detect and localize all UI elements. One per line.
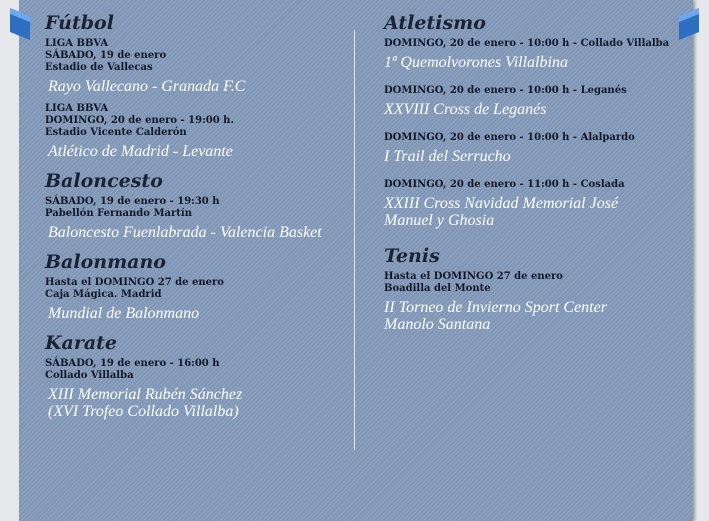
sport-section bbox=[45, 249, 345, 322]
event-item bbox=[384, 132, 684, 165]
event-title: 1ª Quemolvorones Villalbina bbox=[384, 54, 568, 71]
event-title: Mundial de Balonmano bbox=[48, 305, 200, 322]
event-meta-line: Boadilla del Monte bbox=[384, 283, 491, 294]
event-meta-line: Hasta el DOMINGO 27 de enero bbox=[45, 277, 224, 288]
event-item bbox=[45, 103, 345, 160]
column-divider bbox=[354, 30, 355, 450]
event-meta-line: Estadio Vicente Calderón bbox=[45, 127, 187, 138]
event-item bbox=[45, 196, 345, 241]
event-title: I Trail del Serrucho bbox=[384, 148, 511, 165]
event-meta-line: DOMINGO, 20 de enero - 10:00 h - Alalpardo bbox=[384, 132, 635, 143]
event-title: Baloncesto Fuenlabrada - Valencia Basket bbox=[48, 224, 322, 241]
sport-section bbox=[384, 243, 684, 333]
event-meta-line: DOMINGO, 20 de enero - 19:00 h. bbox=[45, 115, 234, 126]
sport-section bbox=[45, 10, 345, 160]
event-item bbox=[384, 271, 684, 333]
event-meta-line: SÁBADO, 19 de enero - 19:30 h bbox=[45, 196, 220, 207]
sport-section bbox=[45, 168, 345, 241]
event-meta-line: SÁBADO, 19 de enero bbox=[45, 50, 167, 61]
left-column bbox=[45, 10, 345, 428]
sport-section bbox=[45, 330, 345, 420]
event-meta-line: DOMINGO, 20 de enero - 10:00 h - Collado Villalba bbox=[384, 38, 670, 49]
sport-section bbox=[384, 10, 684, 229]
right-column bbox=[384, 10, 684, 347]
event-meta-line: DOMINGO, 20 de enero - 11:00 h - Coslada bbox=[384, 179, 625, 190]
event-meta-line: Caja Mágica. Madrid bbox=[45, 289, 162, 300]
event-meta-line: Hasta el DOMINGO 27 de enero bbox=[384, 271, 563, 282]
event-item bbox=[45, 38, 345, 95]
event-item bbox=[384, 85, 684, 118]
event-meta-line: LIGA BBVA bbox=[45, 38, 109, 49]
event-title: II Torneo de Invierno Sport Center Manolo Santana bbox=[384, 299, 607, 333]
event-title: XXVIII Cross de Leganés bbox=[384, 101, 547, 118]
folded-corner-icon bbox=[10, 8, 30, 40]
event-meta-line: DOMINGO, 20 de enero - 10:00 h - Leganés bbox=[384, 85, 627, 96]
event-item bbox=[384, 38, 684, 71]
event-meta-line: Estadio de Vallecas bbox=[45, 62, 153, 73]
event-item bbox=[45, 277, 345, 322]
sport-heading: Balonmano bbox=[45, 251, 166, 273]
event-meta-line: LIGA BBVA bbox=[45, 103, 109, 114]
event-title: XIII Memorial Rubén Sánchez (XVI Trofeo Collado Villalba) bbox=[48, 386, 243, 420]
event-meta-line: Pabellón Fernando Martín bbox=[45, 208, 192, 219]
event-title: Rayo Vallecano - Granada F.C bbox=[48, 78, 246, 95]
event-item bbox=[45, 358, 345, 420]
sport-heading: Tenis bbox=[384, 245, 440, 267]
sport-heading: Fútbol bbox=[45, 12, 114, 34]
event-title: XXIII Cross Navidad Memorial José Manuel y Ghosia bbox=[384, 195, 619, 229]
event-meta-line: Collado Villalba bbox=[45, 370, 134, 381]
sport-heading: Atletismo bbox=[384, 12, 486, 34]
event-meta-line: SÁBADO, 19 de enero - 16:00 h bbox=[45, 358, 220, 369]
event-item bbox=[384, 179, 684, 229]
sport-heading: Karate bbox=[45, 332, 118, 354]
sport-heading: Baloncesto bbox=[45, 170, 163, 192]
event-title: Atlético de Madrid - Levante bbox=[48, 143, 233, 160]
